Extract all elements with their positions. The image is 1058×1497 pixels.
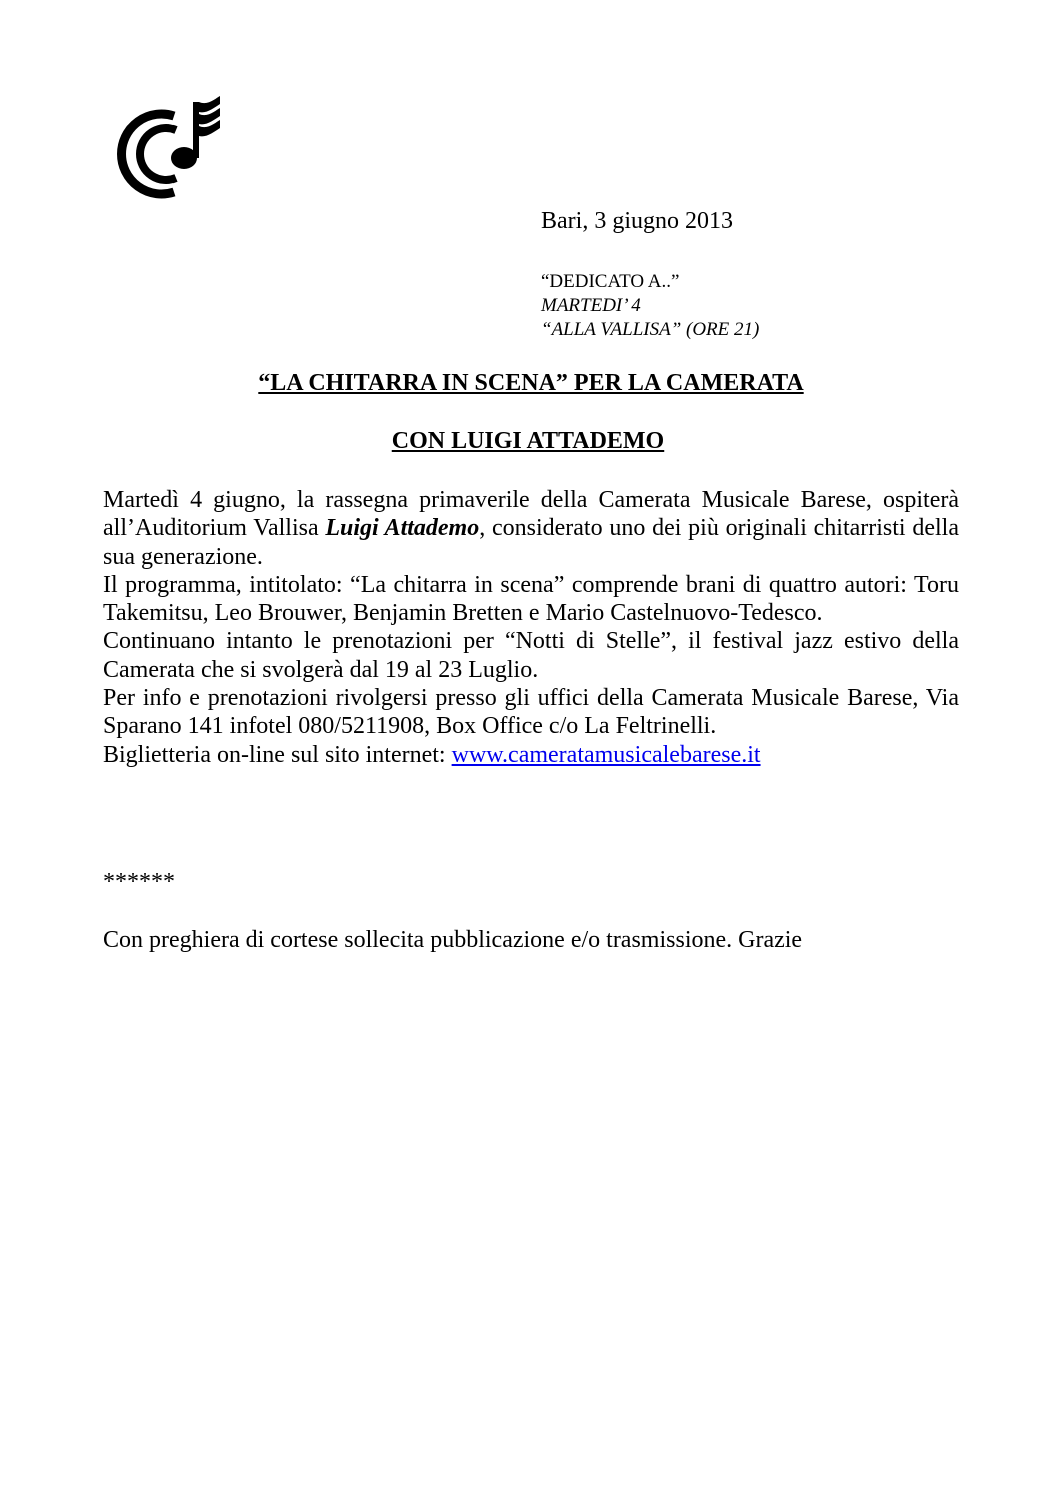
paragraph-intro-text: Martedì 4 giugno, la rassegna primaverile della Camerata Musicale Barese, ospiterà all’Auditorium Vallisa xyxy=(103,487,959,542)
press-release-body xyxy=(103,486,959,769)
event-meta-venue: “ALLA VALLISA” (ORE 21) xyxy=(541,319,760,340)
event-meta xyxy=(541,270,759,342)
paragraph-tickets xyxy=(103,741,959,769)
paragraph-intro-rest: , considerato uno dei più originali chitarristi della sua generazione. xyxy=(103,515,959,570)
paragraph-info: Per info e prenotazioni rivolgersi presso gli uffici della Camerata Musicale Barese, Via Sparano 141 infotel 080/5211908, Box Office c/o La Feltrinelli. xyxy=(103,685,959,740)
separator-stars: ****** xyxy=(103,869,175,895)
date-line: Bari, 3 giugno 2013 xyxy=(541,208,733,234)
headline-subtitle: CON LUIGI ATTADEMO xyxy=(391,428,665,454)
paragraph-intro xyxy=(103,486,959,571)
paragraph-program: Il programma, intitolato: “La chitarra in scena” comprende brani di quattro autori: Toru Takemitsu, Leo Brouwer, Benjamin Bretten e Mario Castelnuovo-Tedesco. xyxy=(103,571,959,627)
headline-title: “LA CHITARRA IN SCENA” PER LA CAMERATA xyxy=(258,370,804,396)
artist-name: Luigi Attademo xyxy=(325,515,480,542)
camerata-logo-icon xyxy=(116,94,224,210)
event-meta-title: “DEDICATO A..” xyxy=(541,271,680,292)
paragraph-festival: Continuano intanto le prenotazioni per “Notti di Stelle”, il festival jazz estivo della Camerata che si svolgerà dal 19 al 23 Luglio. xyxy=(103,628,959,683)
website-link[interactable]: www.cameratamusicalebarese.it xyxy=(451,741,761,768)
closing-note: Con preghiera di cortese sollecita pubblicazione e/o trasmissione. Grazie xyxy=(103,927,803,953)
tickets-label: Biglietteria on-line sul sito internet: xyxy=(103,741,452,768)
event-meta-date: MARTEDI’ 4 xyxy=(541,295,641,316)
